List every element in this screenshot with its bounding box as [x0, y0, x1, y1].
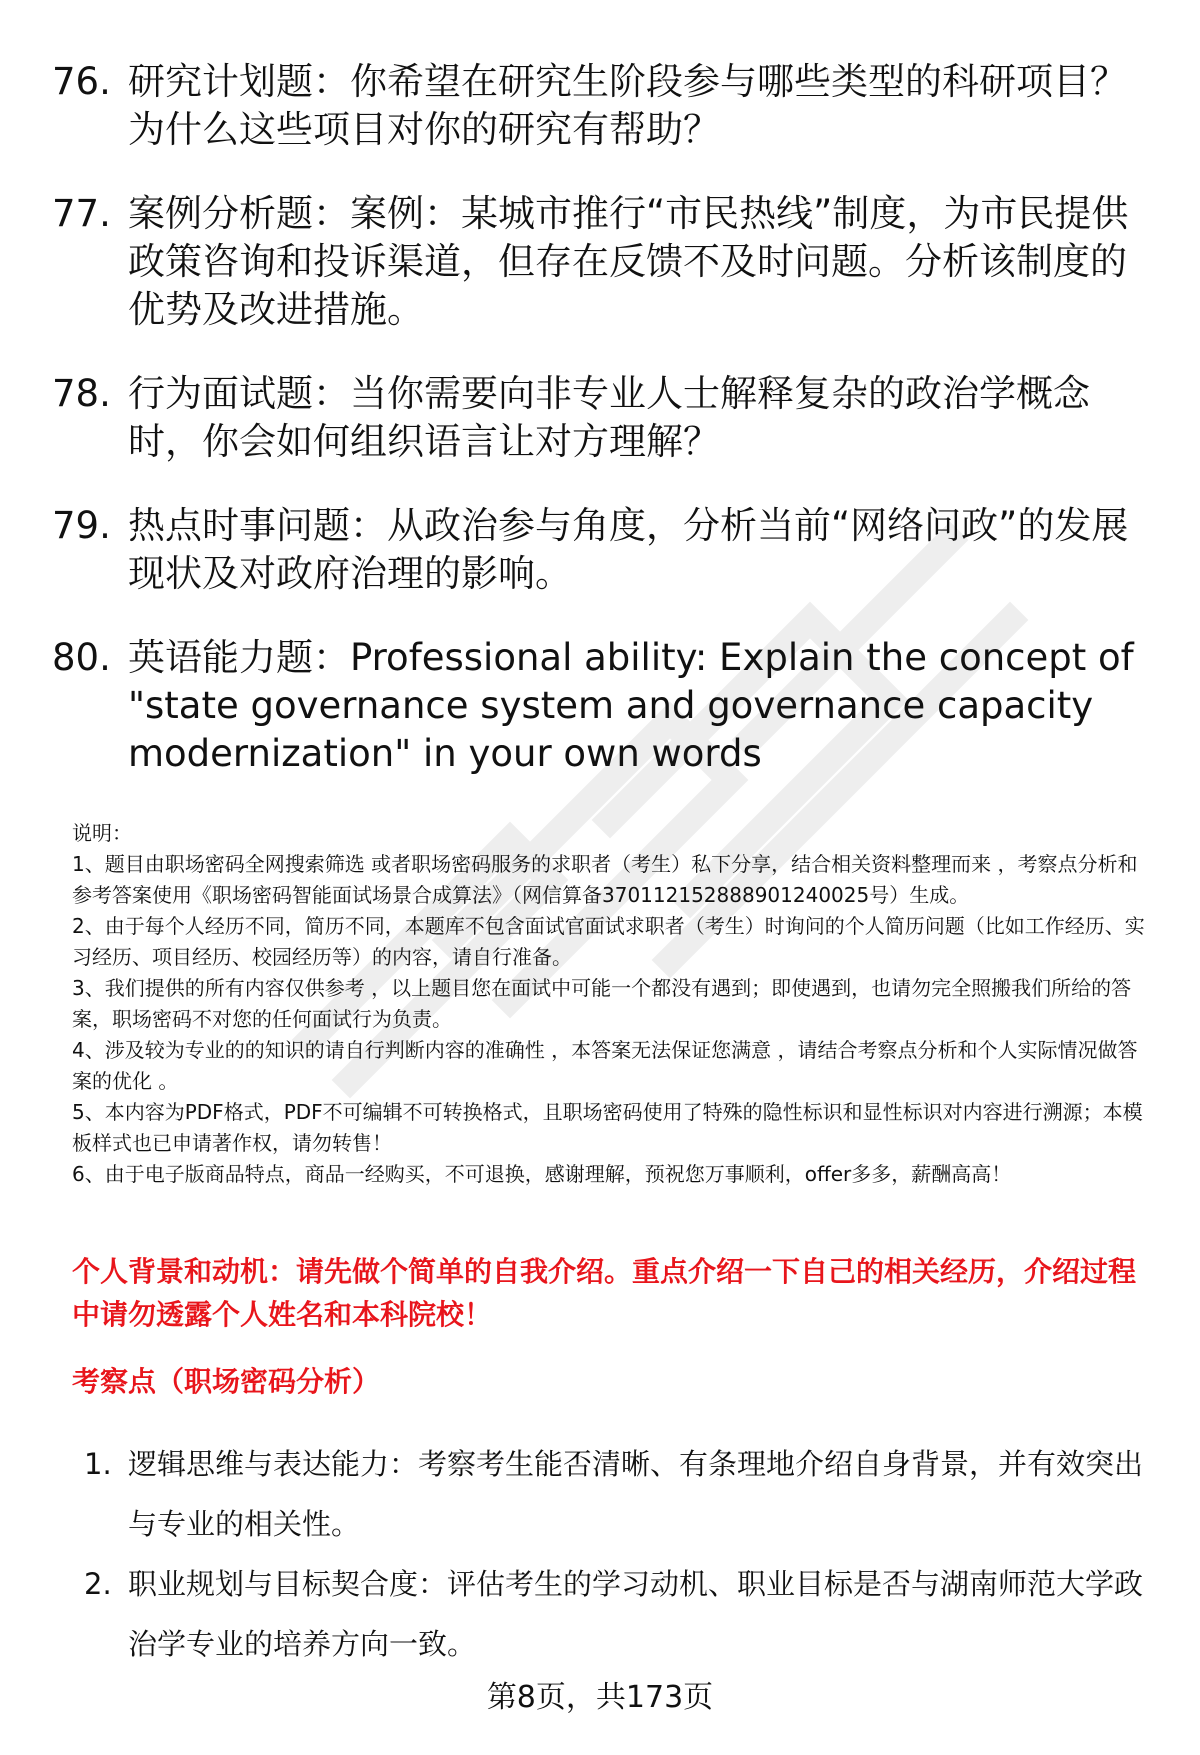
question-item: [52, 634, 1152, 778]
question-text: 案例分析题：案例：某城市推行“市民热线”制度，为市民提供政策咨询和投诉渠道，但存在反馈不及时问题。分析该制度的优势及改进措施。: [128, 192, 1129, 331]
question-text: 热点时事问题：从政治参与角度，分析当前“网络问政”的发展现状及对政府治理的影响。: [128, 504, 1129, 595]
question-text: 行为面试题：当你需要向非专业人士解释复杂的政治学概念时，你会如何组织语言让对方理解？: [128, 372, 1090, 463]
point-text: 职业规划与目标契合度：评估考生的学习动机、职业目标是否与湖南师范大学政治学专业的培养方向一致。: [128, 1567, 1144, 1661]
question-number: 76.: [52, 60, 111, 103]
question-number: 78.: [52, 372, 111, 415]
question-text: 英语能力题：Professional ability: Explain the concept of "state governance system and governance capacity modernization" in your own words: [128, 636, 1134, 775]
question-item: [52, 370, 1152, 466]
point-text: 逻辑思维与表达能力：考察考生能否清晰、有条理地介绍自身背景，并有效突出与专业的相关性。: [128, 1447, 1144, 1541]
analysis-title: 考察点（职场密码分析）: [72, 1365, 381, 1398]
analysis-points: [84, 1434, 1154, 1674]
notes-title: 说明：: [72, 821, 132, 845]
question-list: [52, 58, 1152, 814]
note-item: 5、本内容为PDF格式，PDF不可编辑不可转换格式，且职场密码使用了特殊的隐性标识和显性标识对内容进行溯源；本模板样式也已申请著作权，请勿转售！: [72, 1100, 1143, 1155]
question-item: [52, 190, 1152, 334]
note-item: 3、我们提供的所有内容仅供参考 ，以上题目您在面试中可能一个都没有遇到；即使遇到，也请勿完全照搬我们所给的答案，职场密码不对您的任何面试行为负责。: [72, 976, 1132, 1031]
question-item: [52, 58, 1152, 154]
analysis-point: [84, 1554, 1154, 1674]
notes-section: [72, 818, 1152, 1190]
note-item: 2、由于每个人经历不同，简历不同，本题库不包含面试官面试求职者（考生）时询问的个人简历问题（比如工作经历、实习经历、项目经历、校园经历等）的内容，请自行准备。: [72, 914, 1145, 969]
question-text: 研究计划题：你希望在研究生阶段参与哪些类型的科研项目？为什么这些项目对你的研究有帮助？: [128, 60, 1127, 151]
analysis-point: [84, 1434, 1154, 1554]
point-number: 1.: [84, 1447, 112, 1481]
note-item: 4、涉及较为专业的的知识的请自行判断内容的准确性 ，本答案无法保证您满意 ，请结合考察点分析和个人实际情况做答案的优化 。: [72, 1038, 1138, 1093]
question-number: 77.: [52, 192, 111, 235]
question-item: [52, 502, 1152, 598]
point-number: 2.: [84, 1567, 112, 1601]
note-item: 1、题目由职场密码全网搜索筛选 或者职场密码服务的求职者（考生）私下分享，结合相关资料整理而来 ，考察点分析和参考答案使用《职场密码智能面试场景合成算法》（网信算备370112152888901240025号）生成。: [72, 852, 1138, 907]
question-number: 80.: [52, 636, 111, 679]
motivation-question: 个人背景和动机：请先做个简单的自我介绍。重点介绍一下自己的相关经历，介绍过程中请勿透露个人姓名和本科院校！: [72, 1255, 1137, 1331]
page-footer: 第8页，共173页: [486, 1680, 714, 1715]
note-item: 6、由于电子版商品特点，商品一经购买，不可退换，感谢理解，预祝您万事顺利，offer多多，薪酬高高！: [72, 1162, 1012, 1186]
question-number: 79.: [52, 504, 111, 547]
